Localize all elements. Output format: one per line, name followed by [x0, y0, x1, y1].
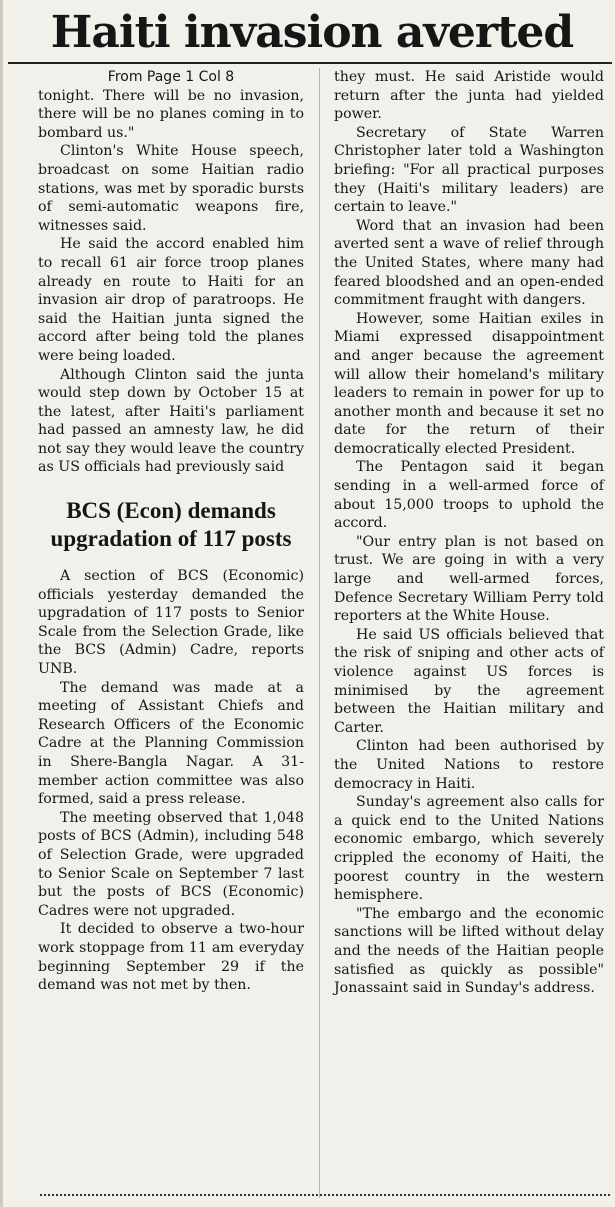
- column-divider: [319, 68, 320, 1198]
- second-story-paragraph: It decided to observe a two-hour work stoppage from 11 am everyday beginning September 29 if the demand was not met by then.: [38, 921, 304, 994]
- article-paragraph: tonight. There will be no invasion, there will be no planes coming in to bombard us.": [38, 87, 304, 141]
- second-story-paragraph: The demand was made at a meeting of Assistant Chiefs and Research Officers of the Economic Cadre at the Planning Commission in Shere-Bangla Nagar. A 31-member action committee was also formed, said a press release.: [38, 679, 304, 808]
- second-story-headline: BCS (Econ) demands upgradation of 117 posts: [50, 498, 292, 552]
- right-column: [334, 68, 604, 998]
- article-paragraph: Clinton had been authorised by the United Nations to restore democracy in Haiti.: [334, 738, 604, 792]
- headline-rule: [8, 62, 612, 64]
- article-paragraph: Word that an invasion had been averted sent a wave of relief through the United States, where many had feared bloodshed and an open-ended commitment fraught with dangers.: [334, 217, 604, 309]
- scan-edge: [0, 0, 3, 1207]
- article-paragraph: Sunday's agreement also calls for a quick end to the United Nations economic embargo, which severely crippled the economy of Haiti, the poorest country in the western hemisphere.: [334, 794, 604, 904]
- article-paragraph: "Our entry plan is not based on trust. We are going in with a very large and well-armed forces, Defence Secretary William Perry told reporters at the White House.: [334, 533, 604, 625]
- article-paragraph: they must. He said Aristide would return after the junta had yielded power.: [334, 69, 604, 123]
- article-paragraph: However, some Haitian exiles in Miami expressed disappointment and anger because the agreement will allow their homeland's military leaders to remain in power for up to another month and because it set no date for the return of their democratically elected President.: [334, 310, 604, 457]
- article-paragraph: "The embargo and the economic sanctions will be lifted without delay and the needs of the Haitian people satisfied as quickly as possible" Jonassaint said in Sunday's address.: [334, 905, 604, 997]
- article-paragraph: Secretary of State Warren Christopher later told a Washington briefing: "For all practical purposes they (Haiti's military leaders) are certain to leave.": [334, 124, 604, 216]
- second-story-paragraph: The meeting observed that 1,048 posts of BCS (Admin), including 548 of Selection Grade, were upgraded to Senior Scale on September 7 last but the posts of BCS (Economic) Cadres were not upgraded.: [38, 809, 304, 919]
- article-paragraph: He said US officials believed that the risk of sniping and other acts of violence against US forces is minimised by the agreement between the Haitian military and Carter.: [334, 626, 604, 736]
- jump-line: From Page 1 Col 8: [107, 69, 235, 85]
- article-paragraph: The Pentagon said it began sending in a well-armed force of about 15,000 troops to uphold the accord.: [334, 459, 604, 532]
- article-paragraph: He said the accord enabled him to recall 61 air force troop planes already en route to Haiti for an invasion air drop of paratroops. He said the Haitian junta signed the accord after being told the planes were being loaded.: [38, 236, 304, 364]
- article-headline: Haiti invasion averted: [50, 7, 574, 58]
- second-story-paragraph: A section of BCS (Economic) officials yesterday demanded the upgradation of 117 posts to Senior Scale from the Selection Grade, like the BCS (Admin) Cadre, reports UNB.: [38, 568, 304, 678]
- left-column: [38, 68, 304, 995]
- article-paragraph: Although Clinton said the junta would step down by October 15 at the latest, after Haiti's parliament had passed an amnesty law, he did not say they would leave the country as US officials had previously said: [38, 366, 304, 476]
- article-paragraph: Clinton's White House speech, broadcast on some Haitian radio stations, was met by sporadic bursts of semi-automatic weapons fire, witnesses said.: [38, 143, 304, 234]
- bottom-rule: [40, 1194, 610, 1196]
